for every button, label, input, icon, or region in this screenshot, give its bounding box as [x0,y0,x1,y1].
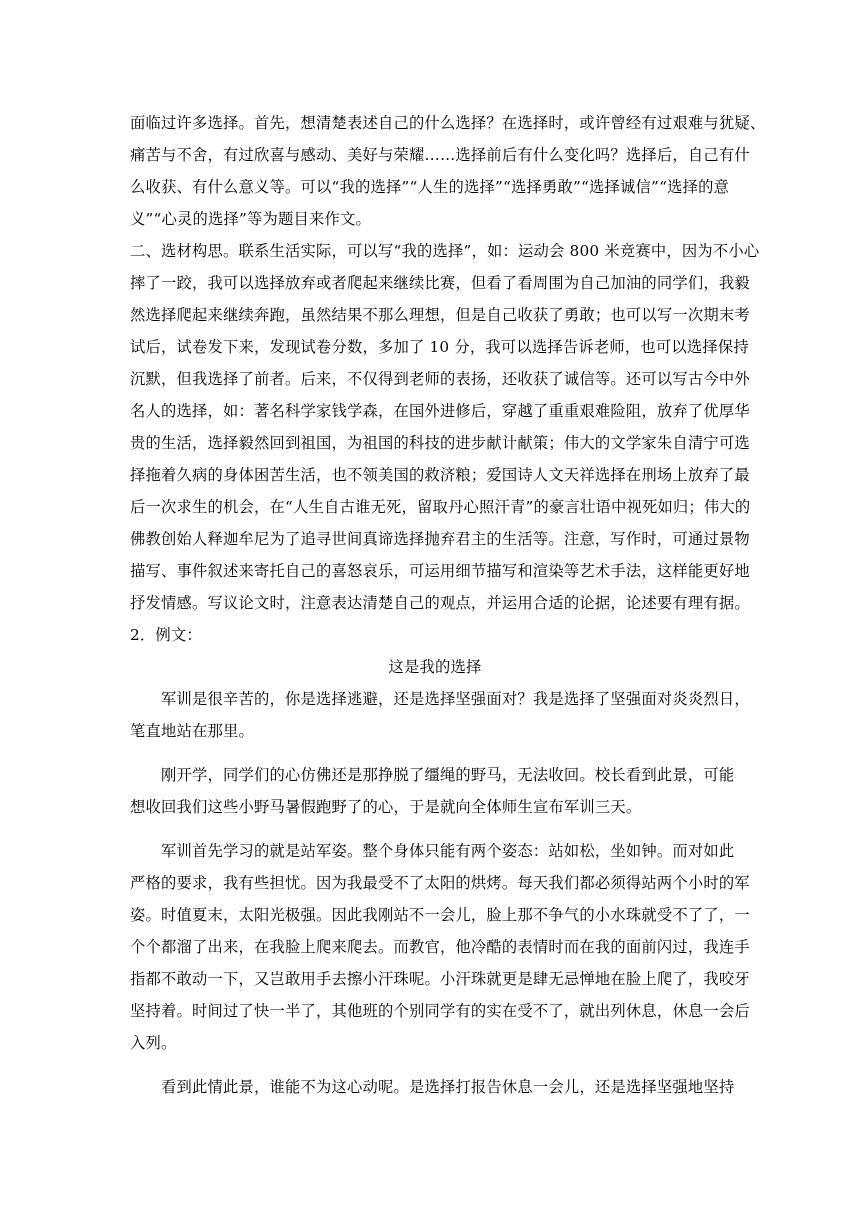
essay-title: 这是我的选择 [388,658,482,676]
text-line: 贵的生活，选择毅然回到祖国，为祖国的科技的进步献计献策；伟大的文学家朱自清宁可选 [130,434,750,452]
text-line: 军训是很辛苦的，你是选择逃避，还是选择坚强面对？我是选择了坚强面对炎炎烈日， [130,690,750,708]
text-line: 个个都溜了出来，在我脸上爬来爬去。而教官，他冷酷的表情时而在我的面前闪过，我连手 [130,938,750,956]
text-line: 严格的要求，我有些担忧。因为我最受不了太阳的烘烤。每天我们都必须得站两个小时的军 [130,874,750,892]
example-label: 2．例文： [130,626,202,644]
section-two-paragraph [130,235,760,619]
text-line: 指都不敢动一下，又岂敢用手去擦小汗珠呢。小汗珠就更是肆无忌惮地在脸上爬了，我咬牙 [130,970,750,988]
essay-paragraph-1 [130,683,750,747]
text-line: 么收获、有什么意义等。可以“我的选择”“人生的选择”“选择勇敢”“选择诚信”“选择的意 [130,178,730,196]
text-line: 后一次求生的机会，在“人生自古谁无死，留取丹心照汗青”的豪言壮语中视死如归；伟大的 [130,498,751,516]
text-line: 二、选材构思。联系生活实际，可以写“我的选择”，如：运动会 800 米竞赛中，因为不小心 [130,242,760,260]
text-line: 面临过许多选择。首先，想清楚表述自己的什么选择？在选择时，或许曾经有过艰难与犹疑、 [130,114,766,132]
paragraph-gap [130,747,740,759]
essay-paragraph-2 [130,759,740,823]
text-line: 痛苦与不舍，有过欣喜与感动、美好与荣耀……选择前后有什么变化吗？选择后，自己有什 [130,146,750,164]
text-line: 想收回我们这些小野马暑假跑野了的心，于是就向全体师生宣布军训三天。 [130,798,642,816]
text-line: 军训首先学习的就是站军姿。整个身体只能有两个姿态：站如松，坐如钟。而对如此 [130,842,735,860]
text-line: 看到此情此景，谁能不为这心动呢。是选择打报告休息一会儿，还是选择坚强地坚持 [130,1078,735,1096]
text-line: 摔了一跤，我可以选择放弃或者爬起来继续比赛，但看了看周围为自己加油的同学们，我毅 [130,274,750,292]
text-line: 择拖着久病的身体困苦生活，也不领美国的救济粮；爱国诗人文天祥选择在刑场上放弃了最 [130,466,750,484]
intro-paragraph [130,107,766,235]
text-line: 抒发情感。写议论文时，注意表达清楚自己的观点，并运用合适的论据，论述要有理有据。 [130,594,750,612]
text-line: 试后，试卷发下来，发现试卷分数，多加了 10 分，我可以选择告诉老师，也可以选择保持 [130,338,749,356]
text-line: 描写、事件叙述来寄托自己的喜怒哀乐，可运用细节描写和渲染等艺术手法，这样能更好地 [130,562,750,580]
text-line: 然选择爬起来继续奔跑，虽然结果不那么理想，但是自己收获了勇敢；也可以写一次期末考 [130,306,750,324]
text-line: 名人的选择，如：著名科学家钱学森，在国外进修后，穿越了重重艰难险阻，放弃了优厚华 [130,402,750,420]
paragraph-gap [130,1059,740,1071]
text-line: 入列。 [130,1034,177,1052]
document-page [130,107,766,1103]
text-line: 刚开学，同学们的心仿佛还是那挣脱了缰绳的野马，无法收回。校长看到此景，可能 [130,766,735,784]
essay-paragraph-3 [130,835,750,1059]
paragraph-gap [130,823,740,835]
text-line: 姿。时值夏末，太阳光极强。因此我刚站不一会儿，脸上那不争气的小水珠就受不了了，一 [130,906,750,924]
text-line: 佛教创始人释迦牟尼为了追寻世间真谛选择抛弃君主的生活等。注意，写作时，可通过景物 [130,530,750,548]
text-line: 笔直地站在那里。 [130,722,254,740]
essay-paragraph-4 [130,1071,740,1103]
text-line: 义”“心灵的选择”等为题目来作文。 [130,210,372,228]
text-line: 坚持着。时间过了快一半了，其他班的个别同学有的实在受不了，就出列休息，休息一会后 [130,1002,750,1020]
text-line: 沉默，但我选择了前者。后来，不仅得到老师的表扬，还收获了诚信等。还可以写古今中外 [130,370,750,388]
